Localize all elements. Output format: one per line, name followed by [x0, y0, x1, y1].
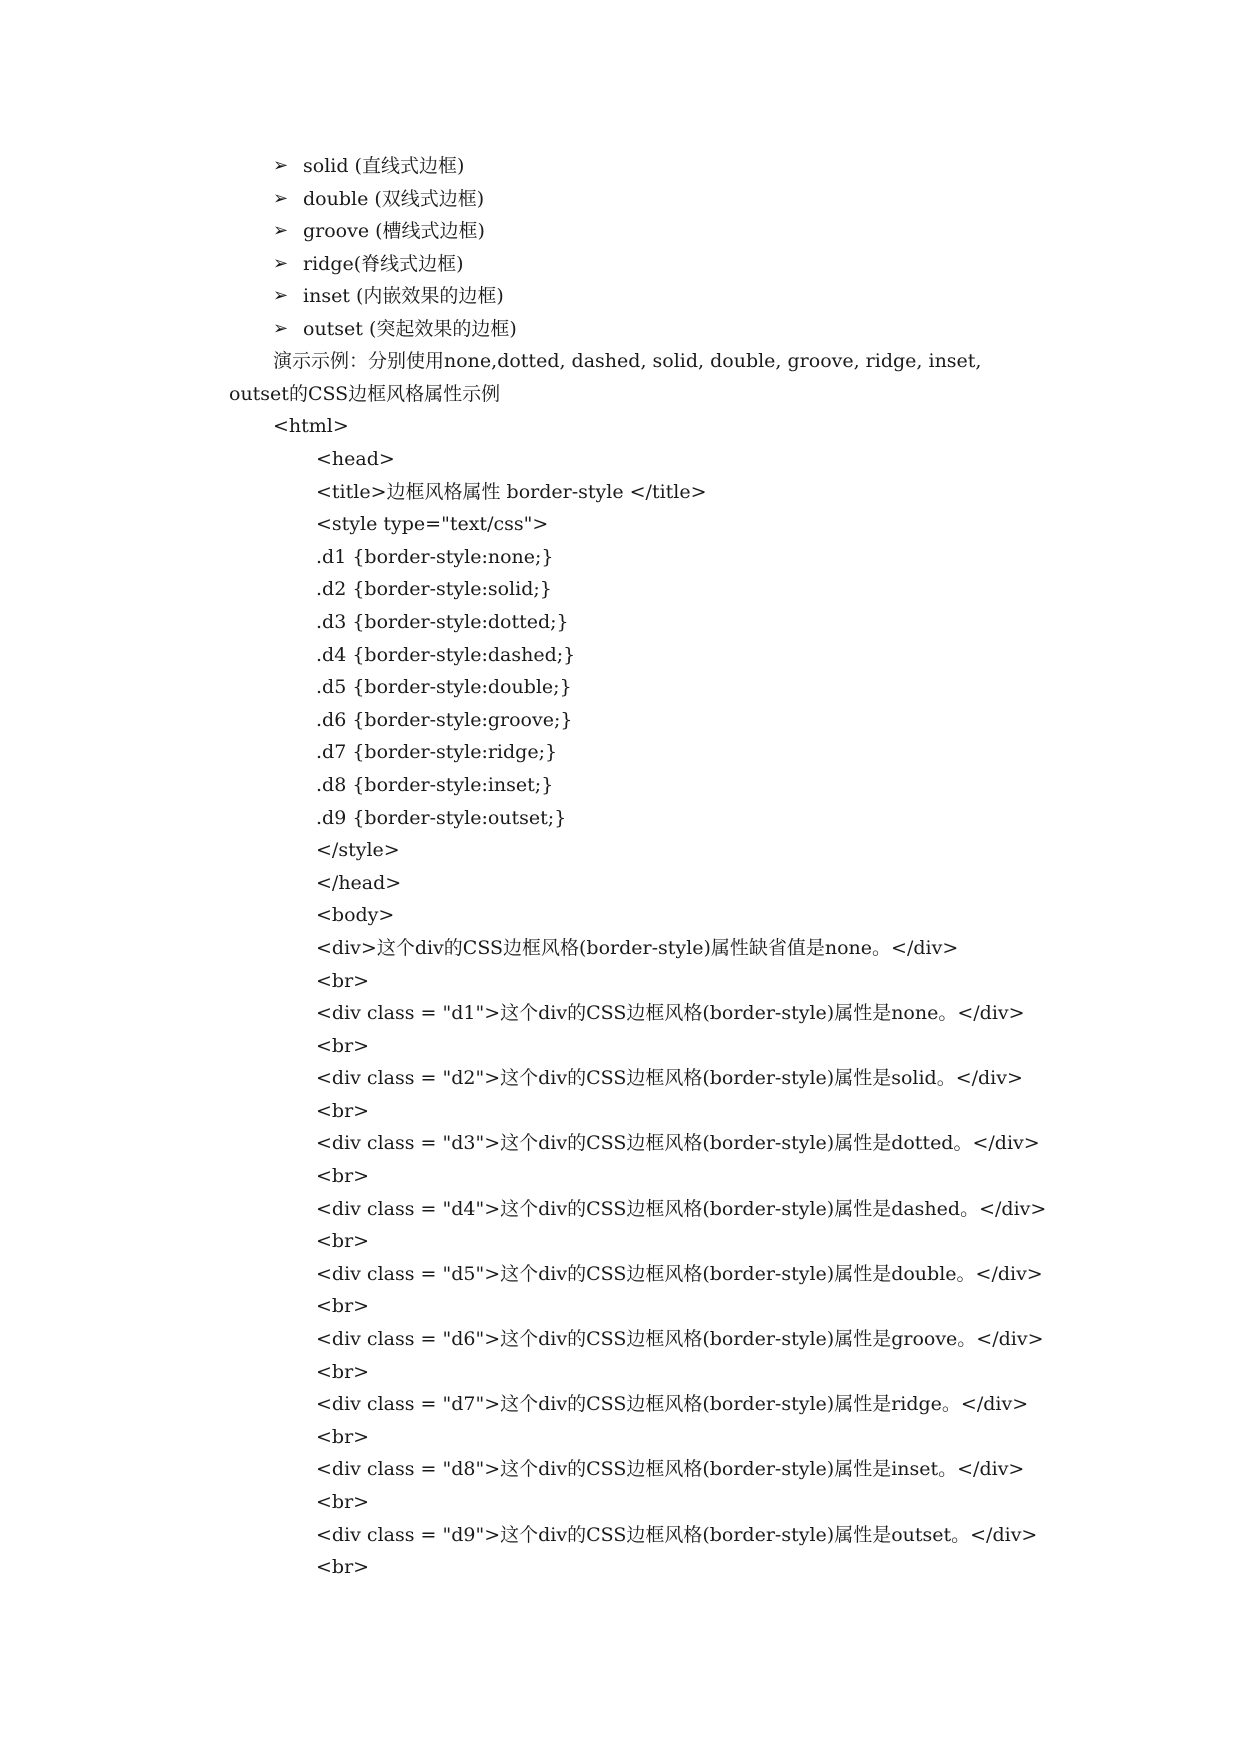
- code-line: <head>: [316, 448, 395, 470]
- arrow-bullet-icon: ➢: [273, 252, 289, 274]
- list-item-text: inset (内嵌效果的边框): [303, 285, 504, 308]
- code-line: <body>: [316, 904, 395, 927]
- arrow-bullet-icon: ➢: [273, 317, 289, 339]
- code-line: <style type="text/css">: [316, 513, 549, 536]
- code-line: .d1 {border-style:none;}: [316, 545, 554, 568]
- list-item-text: solid (直线式边框): [303, 155, 465, 177]
- code-line: <div>这个div的CSS边框风格(border-style)属性缺省值是none。</div>: [316, 936, 959, 959]
- code-line: .d6 {border-style:groove;}: [316, 708, 573, 731]
- list-item: [273, 215, 517, 248]
- code-line: .d7 {border-style:ridge;}: [316, 741, 558, 764]
- list-item: [273, 280, 517, 313]
- list-item-text: outset (突起效果的边框): [303, 317, 517, 340]
- code-line: <br>: [316, 1425, 370, 1448]
- list-item-text: double (双线式边框): [303, 187, 485, 210]
- list-item-text: ridge(脊线式边框): [303, 252, 464, 275]
- example-intro: [229, 345, 1059, 410]
- list-item: [273, 248, 517, 281]
- list-item-text: groove (槽线式边框): [303, 220, 485, 243]
- code-line: <br>: [316, 1556, 370, 1579]
- code-line: </style>: [316, 839, 400, 862]
- code-line: <br>: [316, 1295, 370, 1318]
- code-line: .d3 {border-style:dotted;}: [316, 610, 569, 633]
- code-line: <title>边框风格属性 border-style </title>: [316, 480, 707, 503]
- code-line: <div class = "d6">这个div的CSS边框风格(border-style)属性是groove。</div>: [316, 1328, 1044, 1351]
- code-line: <br>: [316, 969, 370, 992]
- code-line: <br>: [316, 1230, 370, 1253]
- code-line: <br>: [316, 1034, 370, 1057]
- border-style-list: [273, 150, 517, 346]
- arrow-bullet-icon: ➢: [273, 285, 289, 307]
- arrow-bullet-icon: ➢: [273, 187, 289, 209]
- code-line: .d9 {border-style:outset;}: [316, 806, 567, 829]
- code-line: .d5 {border-style:double;}: [316, 676, 572, 699]
- code-line: <br>: [316, 1165, 370, 1188]
- intro-line: outset的CSS边框风格属性示例: [229, 382, 501, 405]
- list-item: [273, 183, 517, 216]
- code-line: <br>: [316, 1491, 370, 1513]
- arrow-bullet-icon: ➢: [273, 155, 289, 176]
- code-line: <div class = "d5">这个div的CSS边框风格(border-style)属性是double。</div>: [316, 1262, 1043, 1285]
- list-item: [273, 150, 517, 183]
- code-line: .d8 {border-style:inset;}: [316, 773, 554, 796]
- code-line: .d4 {border-style:dashed;}: [316, 643, 576, 666]
- code-block: [316, 443, 1046, 1584]
- code-line: <br>: [316, 1099, 370, 1122]
- code-line: </head>: [316, 871, 402, 894]
- intro-line: 演示示例：分别使用none,dotted, dashed, solid, double, groove, ridge, inset,: [273, 350, 982, 372]
- code-line: .d2 {border-style:solid;}: [316, 578, 552, 601]
- code-line: <div class = "d7">这个div的CSS边框风格(border-style)属性是ridge。</div>: [316, 1393, 1029, 1416]
- code-html-open: <html>: [273, 415, 349, 437]
- code-line: <div class = "d9">这个div的CSS边框风格(border-style)属性是outset。</div>: [316, 1523, 1038, 1546]
- code-line: <div class = "d1">这个div的CSS边框风格(border-style)属性是none。</div>: [316, 1002, 1025, 1025]
- list-item: [273, 313, 517, 346]
- code-line: <div class = "d2">这个div的CSS边框风格(border-style)属性是solid。</div>: [316, 1067, 1023, 1090]
- code-line: <div class = "d3">这个div的CSS边框风格(border-style)属性是dotted。</div>: [316, 1132, 1040, 1155]
- code-line: <div class = "d4">这个div的CSS边框风格(border-style)属性是dashed。</div>: [316, 1197, 1047, 1220]
- code-line: <div class = "d8">这个div的CSS边框风格(border-style)属性是inset。</div>: [316, 1458, 1025, 1481]
- code-line: <br>: [316, 1360, 370, 1383]
- arrow-bullet-icon: ➢: [273, 220, 289, 242]
